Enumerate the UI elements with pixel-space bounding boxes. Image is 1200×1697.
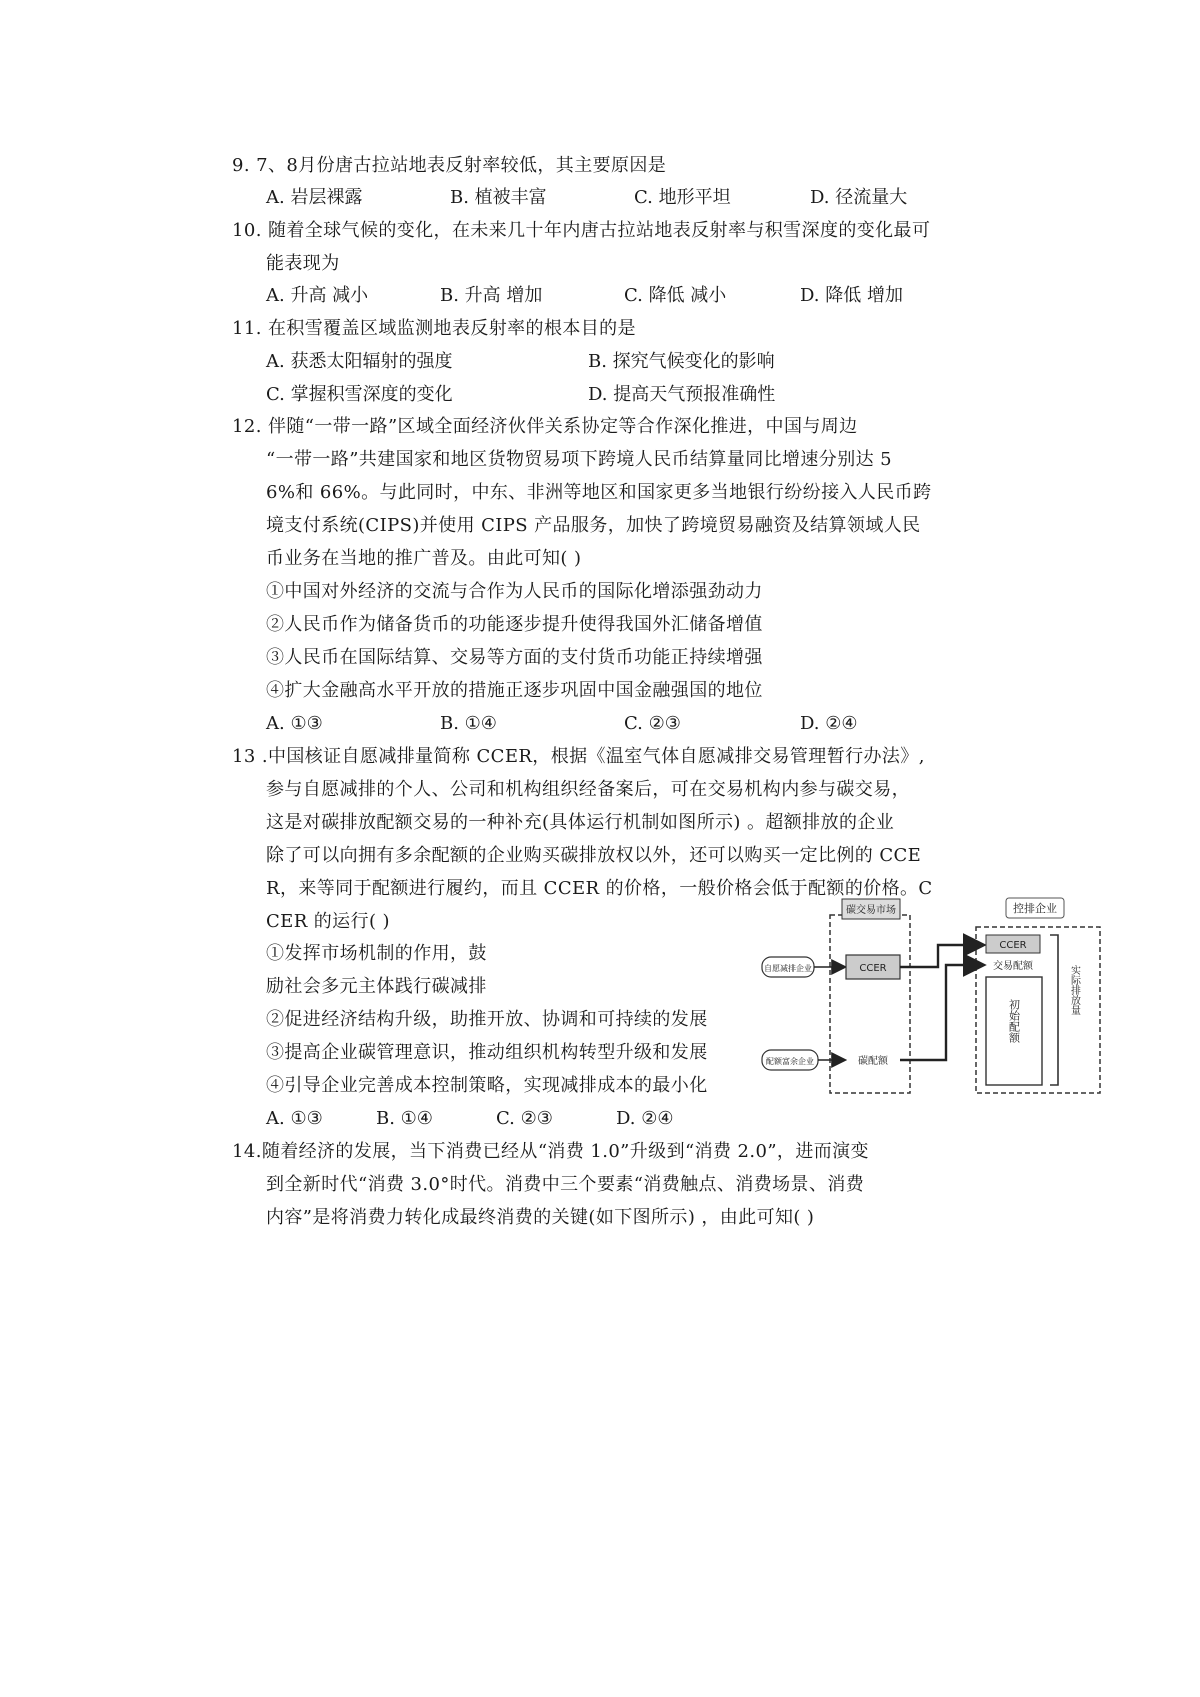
voluntary-enterprise-label: 自愿减排企业 [764, 964, 812, 973]
q13-statement-1a: ①发挥市场机制的作用，鼓 [266, 943, 487, 964]
q13-stem-line2: 参与自愿减排的个人、公司和机构组织经备案后，可在交易机构内参与碳交易， [266, 779, 910, 800]
q13-option-a: A. ①③ [266, 1108, 323, 1129]
q10-stem-line2: 能表现为 [266, 253, 340, 274]
q13-option-d: D. ②④ [616, 1108, 674, 1129]
carbon-trading-diagram [760, 895, 1108, 1100]
q9-stem: 9. 7、8月份唐古拉站地表反射率较低，其主要原因是 [232, 155, 667, 176]
q12-option-d: D. ②④ [800, 713, 858, 734]
q13-stem-line3: 这是对碳排放配额交易的一种补充(具体运行机制如图所示) 。超额排放的企业 [266, 812, 895, 833]
allowance-flow-arrow [900, 965, 982, 1060]
q12-stem-line5: 币业务在当地的推广普及。由此可知( ) [266, 548, 582, 569]
q12-statement-2: ②人民币作为储备货币的功能逐步提升使得我国外汇储备增值 [266, 614, 763, 635]
market-label: 碳交易市场 [846, 905, 896, 916]
q10-stem-line1: 10. 随着全球气候的变化，在未来几十年内唐古拉站地表反射率与积雪深度的变化最可 [232, 220, 931, 241]
q12-statement-1: ①中国对外经济的交流与合作为人民币的国际化增添强劲动力 [266, 581, 763, 602]
ccer-label: CCER [859, 963, 887, 974]
q9-option-b: B. 植被丰富 [450, 187, 547, 208]
q12-option-c: C. ②③ [624, 713, 681, 734]
allowance-enterprise-label: 配额富余企业 [766, 1057, 814, 1066]
q11-stem: 11. 在积雪覆盖区域监测地表反射率的根本目的是 [232, 318, 636, 339]
q13-statement-1b: 励社会多元主体践行碳减排 [266, 976, 487, 997]
q13-stem-line6: CER 的运行( ) [266, 911, 390, 932]
q13-option-c: C. ②③ [496, 1108, 553, 1129]
q12-stem-line1: 12. 伴随“一带一路”区域全面经济伙伴关系协定等合作深化推进，中国与周边 [232, 416, 858, 437]
q13-statement-4: ④引导企业完善成本控制策略，实现减排成本的最小化 [266, 1075, 708, 1096]
q10-option-c: C. 降低 减小 [624, 285, 727, 306]
q10-option-a: A. 升高 减小 [266, 285, 369, 306]
q13-statement-2: ②促进经济结构升级，助推开放、协调和可持续的发展 [266, 1009, 708, 1030]
q13-stem-line5: R，来等同于配额进行履约，而且 CCER 的价格，一般价格会低于配额的价格。C [266, 878, 933, 899]
ccer-flow-arrow [900, 945, 982, 967]
q12-stem-line2: “一带一路”共建国家和地区货物贸易项下跨境人民币结算量同比增速分别达 5 [266, 449, 892, 470]
traded-allowance-label: 交易配额 [993, 961, 1033, 972]
q12-statement-4: ④扩大金融高水平开放的措施正逐步巩固中国金融强国的地位 [266, 680, 763, 701]
q12-statement-3: ③人民币在国际结算、交易等方面的支付货币功能正持续增强 [266, 647, 763, 668]
q11-option-b: B. 探究气候变化的影响 [588, 351, 775, 372]
q13-stem-line1: 13 .中国核证自愿减排量简称 CCER，根据《温室气体自愿减排交易管理暂行办法》, [232, 746, 925, 767]
target-ccer-label: CCER [999, 940, 1027, 951]
emission-bracket [1050, 935, 1058, 1085]
q11-option-d: D. 提高天气预报准确性 [588, 384, 776, 405]
q10-option-d: D. 降低 增加 [800, 285, 903, 306]
q13-stem-line4: 除了可以向拥有多余配额的企业购买碳排放权以外，还可以购买一定比例的 CCE [266, 845, 922, 866]
q10-option-b: B. 升高 增加 [440, 285, 543, 306]
q12-stem-line4: 境支付系统(CIPS)并使用 CIPS 产品服务，加快了跨境贸易融资及结算领域人民 [266, 515, 921, 536]
q11-option-c: C. 掌握积雪深度的变化 [266, 384, 453, 405]
q12-option-a: A. ①③ [266, 713, 323, 734]
q13-statement-3: ③提高企业碳管理意识，推动组织机构转型升级和发展 [266, 1042, 708, 1063]
q14-stem-line3: 内容”是将消费力转化成最终消费的关键(如下图所示) ，由此可知( ) [266, 1207, 815, 1228]
q12-stem-line3: 6%和 66%。与此同时，中东、非洲等地区和国家更多当地银行纷纷接入人民币跨 [266, 482, 932, 503]
q14-stem-line1: 14.随着经济的发展，当下消费已经从“消费 1.0”升级到“消费 2.0”，进而演变 [232, 1141, 869, 1162]
q11-option-a: A. 获悉太阳辐射的强度 [266, 351, 453, 372]
q12-option-b: B. ①④ [440, 713, 497, 734]
q9-option-a: A. 岩层裸露 [266, 187, 363, 208]
actual-emission-label: 实际排放量 [1068, 965, 1080, 1015]
q14-stem-line2: 到全新时代“消费 3.0°时代。消费中三个要素“消费触点、消费场景、消费 [266, 1174, 865, 1195]
q9-option-d: D. 径流量大 [810, 187, 908, 208]
initial-allowance-label: 初始配额 [1007, 999, 1021, 1043]
q9-option-c: C. 地形平坦 [634, 187, 731, 208]
q13-option-b: B. ①④ [376, 1108, 433, 1129]
carbon-allowance-label: 碳配额 [858, 1056, 888, 1067]
controlled-label: 控排企业 [1013, 902, 1057, 915]
